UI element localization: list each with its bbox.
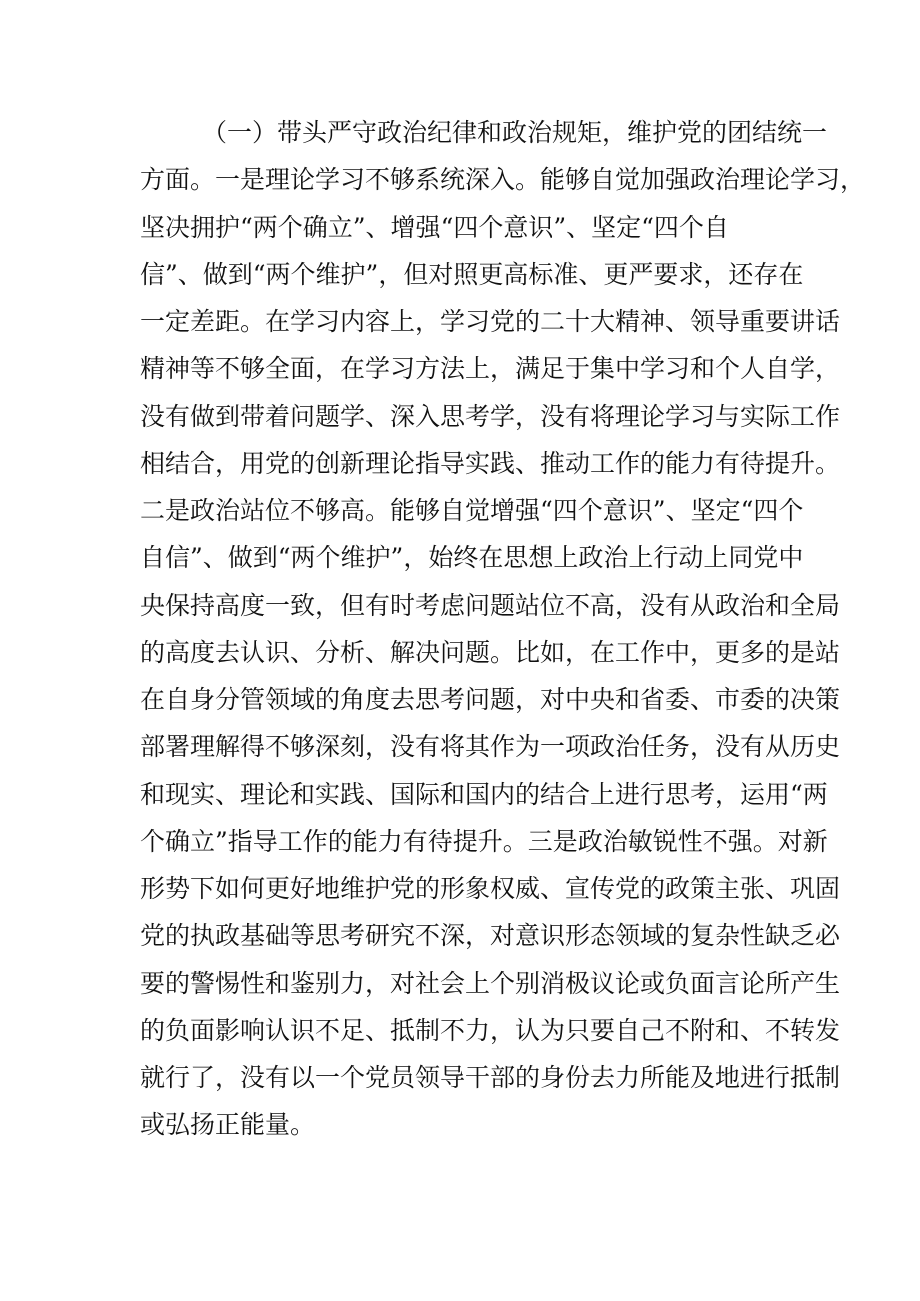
paragraph-line-16: 个确立”指导工作的能力有待提升。三是政治敏锐性不强。对新: [140, 826, 828, 856]
paragraph-line-14: 部署理解得不够深刻，没有将其作为一项政治任务，没有从历史: [140, 732, 841, 762]
paragraph-line-10: 自信”、做到“两个维护”，始终在思想上政治上行动上同党中: [140, 543, 804, 573]
paragraph-line-22: 或弘扬正能量。: [140, 1110, 316, 1140]
paragraph-line-15: 和现实、理论和实践、国际和国内的结合上进行思考，运用“两: [140, 779, 828, 809]
paragraph-line-19: 要的警惕性和鉴别力，对社会上个别消极议论或负面言论所产生: [140, 968, 841, 998]
paragraph-line-4: 信”、做到“两个维护”，但对照更高标准、更严要求，还存在: [140, 259, 804, 289]
paragraph-line-18: 党的执政基础等思考研究不深，对意识形态领域的复杂性缺乏必: [140, 921, 841, 951]
paragraph-line-7: 没有做到带着问题学、深入思考学，没有将理论学习与实际工作: [140, 401, 841, 431]
paragraph-line-6: 精神等不够全面，在学习方法上，满足于集中学习和个人自学，: [140, 354, 841, 384]
paragraph-line-9: 二是政治站位不够高。能够自觉增强“四个意识”、坚定“四个: [140, 496, 804, 525]
paragraph-line-8: 相结合，用党的创新理论指导实践、推动工作的能力有待提升。: [140, 448, 841, 478]
paragraph-line-3: 坚决拥护“两个确立”、增强“四个意识”、坚定“四个自: [140, 212, 729, 242]
paragraph-line-20: 的负面影响认识不足、抵制不力，认为只要自己不附和、不转发: [140, 1015, 841, 1045]
paragraph-line-2: 方面。一是理论学习不够系统深入。能够自觉加强政治理论学习，: [140, 165, 866, 195]
paragraph-line-12: 的高度去认识、分析、解决问题。比如，在工作中，更多的是站: [140, 637, 841, 667]
paragraph-line-21: 就行了，没有以一个党员领导干部的身份去力所能及地进行抵制: [140, 1063, 841, 1092]
paragraph-line-11: 央保持高度一致，但有时考虑问题站位不高，没有从政治和全局: [140, 590, 841, 620]
paragraph-line-13: 在自身分管领域的角度去思考问题，对中央和省委、市委的决策: [140, 685, 841, 714]
paragraph-line-1: （一）带头严守政治纪律和政治规矩，维护党的团结统一: [202, 118, 828, 147]
paragraph-line-5: 一定差距。在学习内容上，学习党的二十大精神、领导重要讲话: [140, 307, 841, 336]
paragraph-line-17: 形势下如何更好地维护党的形象权威、宣传党的政策主张、巩固: [140, 874, 841, 903]
paragraph-body: [140, 109, 866, 1149]
